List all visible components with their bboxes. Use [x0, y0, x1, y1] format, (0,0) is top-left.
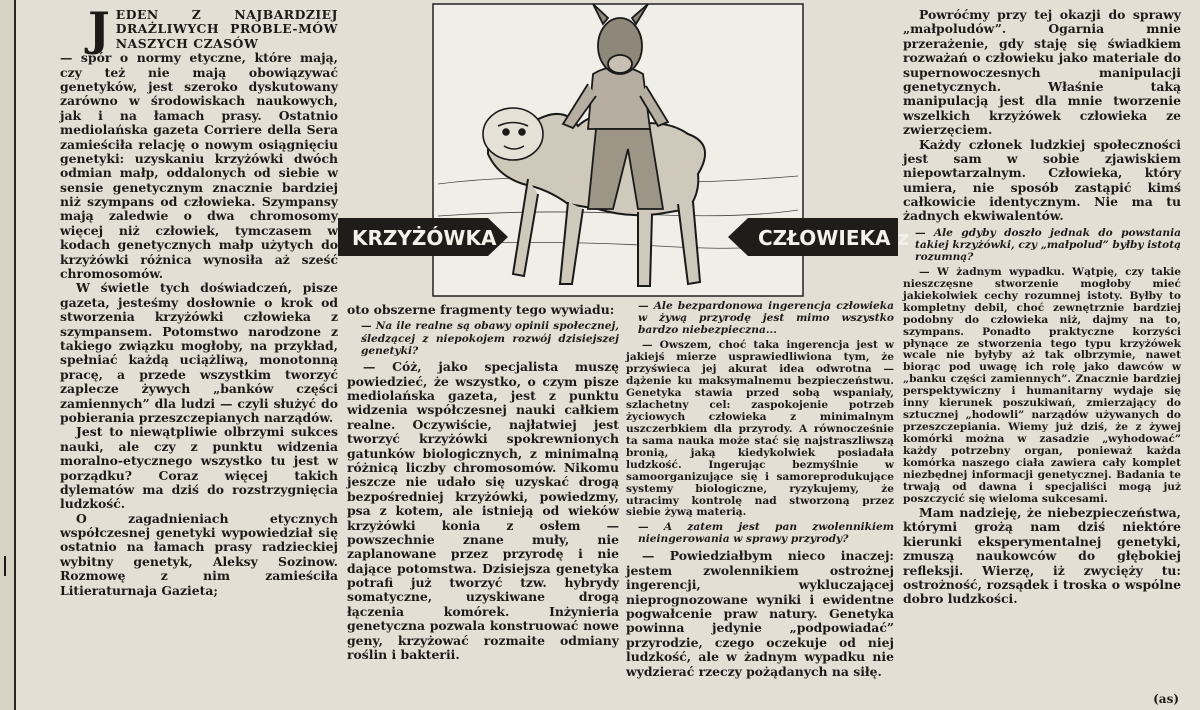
paragraph: W świetle tych doświadczeń, pisze gazeta, jesteśmy dosłownie o krok od stworzenia krzyżówki człowieka z szympansem. Potomstwo narodzone z takiego związku mogłoby, na przykład, spełniać każdą uciążliwą, monotonną pracę, a przede wszystkim tworzyć zaplecze żywych „banków części zamiennych” dla ludzi — czyli służyć do pobierania przeszczepianych narządów. — [60, 280, 338, 425]
author-signature: (as) — [1153, 692, 1179, 706]
interview-answer: — W żadnym wypadku. Wątpię, czy takie nieszczęsne stworzenie mogłoby mieć jakiekolwiek cechy rozumnej istoty. Byłby to kompletny debil, choć zewnętrznie bardziej podobny do człowieka niż, dajmy na to, szympans. Ponadto praktyczne korzyści płynące ze stworzenia tego typu krzyżówek wcale nie byłyby aż tak olbrzymie, nawet biorąc pod uwagę ich rolę jako dawców w „banku części zamiennych”. Znacznie bardziej perspektywiczny i humanitarny wydaje się inny kierunek poszukiwań, zmierzający do sztucznej „hodowli” narządów używanych do przeszczepiania. Wiemy już dziś, że z żywej komórki można w zasadzie „wyhodować” każdy potrzebny organ, ponieważ każda komórka naszego ciała zawiera cały komplet niezbędnej informacji genetycznej. Badania te trwają od dawna i specjaliści mogą już poszczycić się wieloma sukcesami. — [903, 265, 1181, 506]
donkey-rider-illustration — [338, 4, 939, 300]
paragraph: — spór o normy etyczne, które mają, czy też nie mają obowiązywać genetyków, jest szeroko dyskutowany zarówno w środowiskach naukowych, jak i na łamach prasy. Ostatnio mediolańska gazeta Corriere della Sera zamieściła relację o nowym osiągnięciu genetyki: uzyskaniu krzyżówki dwóch odmian małp, oddalonych od siebie w sensie genetycznym znacznie bardziej niż szympans od człowieka. Szympansy mają zaledwie o dwa chromosomy więcej niż człowiek, tymczasem w kodach genetycznych małp użytych do krzyżówki różnica wynosiła aż sześć chromosomów. — [60, 50, 338, 282]
interview-question: — Ale gdyby doszło jednak do powstania takiej krzyżówki, czy „małpolud” byłby istotą rozumną? — [915, 226, 1181, 264]
interview-answer: — Cóż, jako specjalista muszę powiedzieć, że wszystko, o czym pisze mediolańska gazeta, jest z punktu widzenia współczesnej nauki całkiem realne. Oczywiście, najłatwiej jest tworzyć krzyżówki spokrewnionych gatunków biologicznych, z minimalną różnicą liczby chromosomów. Nikomu jeszcze nie udało się uzyskać drogą bezpośredniej krzyżówki, powiedzmy, psa z kotem, ale istnieją od wieków krzyżówki konia z osłem — powszechnie znane muły, nie zaplanowane przez przyrodę i nie dające potomstwa. Dzisiejsza genetyka potrafi już tworzyć tzw. hybrydy somatyczne, uzyskiwane drogą łączenia komórek. Inżynieria genetyczna pozwala konstruować nowe geny, krzyżować rozmaite odmiany roślin i bakterii. — [347, 359, 619, 663]
interview-question: — Na ile realne są obawy opinii społecznej, śledzącej z niepokojem rozwój dzisiejszej genetyki? — [361, 320, 619, 357]
paragraph: Każdy członek ludzkiej społeczności jest sam w sobie zjawiskiem niepowtarzalnym. Człowieka, który umiera, nie sposób zastąpić kimś całkowicie identycznym. Nie ma tu żadnych ekwiwalentów. — [903, 136, 1181, 224]
lead-headline: EDEN Z NAJBARDZIEJ DRAŻLIWYCH PROBLE-MÓW NASZYCH CZASÓW — [115, 7, 338, 51]
paragraph: Mam nadzieję, że niebezpieczeństwa, którymi grożą nam dziś niektóre kierunki eksperymentalnej genetyki, zmuszą naukowców do głębokiej refleksji. Wierzę, iż zwycięży tu: ostrożność, rozsądek i troska o wspólne dobro ludzkości. — [903, 505, 1181, 607]
column-rule — [14, 0, 16, 710]
interview-question: — A zatem jest pan zwolennikiem nieingerowania w sprawy przyrody? — [638, 521, 894, 546]
margin-mark — [4, 556, 6, 576]
lead-block — [60, 2, 338, 56]
interview-question: — Ale bezpardonowa ingerencja człowieka w żywą przyrodę jest mimo wszystko bardzo niebezpieczna... — [638, 300, 894, 336]
banner-left-text: KRZYŻÓWKA — [352, 226, 497, 250]
paragraph: O zagadnieniach etycznych współczesnej genetyki wypowiedział się ostatnio na łamach prasy radzieckiej wybitny genetyk, Aleksy Sozinow. Rozmowę z nim zamieściła Litieraturnaja Gazieta; — [60, 510, 338, 598]
article-column-4 — [626, 298, 894, 679]
interview-answer: — Owszem, choć taka ingerencja jest w jakiejś mierze usprawiedliwiona tym, że przyświeca jej akurat idea odwrotna — dążenie ku maksymalnemu bezpieczeństwu. Genetyka stawia przed sobą wspaniały, szlachetny cel: zaspokojenie potrzeb życiowych człowieka z minimalnym uszczerbkiem dla przyrody. A równocześnie ta sama nauka może stać się najstraszliwszą bronią, jaką kiedykolwiek posiadała ludzkość. Ingerując bezmyślnie w samoorganizujące się i samoreprodukujące systemy biologiczne, ryzykujemy, że utracimy kontrolę nad stworzoną przez siebie żywą materią. — [626, 338, 894, 519]
paragraph: Powróćmy przy tej okazji do sprawy „małpoludów”. Ogarnia mnie przerażenie, gdy staję się świadkiem rozważań o człowieku jako materiale do supernowoczesnych manipulacji genetycznych. Właśnie taką manipulacją jest dla mnie tworzenie wszelkich krzyżówek człowieka ze zwierzęciem. — [903, 7, 1181, 138]
paragraph: oto obszerne fragmenty tego wywiadu: — [347, 302, 615, 317]
interview-answer: — Powiedziałbym nieco inaczej: jestem zwolennikiem ostrożnej ingerencji, wykluczającej nieprognozowane wyniki i ewidentne pogwałcenie praw natury. Genetyka powinna jedynie „podpowiadać” przyrodzie, czego oczekuje od niej ludzkość, ale w żadnym wypadku nie wydzierać rzeczy pożądanych na siłę. — [626, 548, 894, 679]
drop-cap: J — [88, 2, 110, 56]
article-column-3 — [347, 303, 619, 662]
article-column-5 — [903, 8, 1181, 607]
paragraph: Jest to niewątpliwie olbrzymi sukces nauki, ale czy z punktu widzenia moralno-etycznego wszystko tu jest w porządku? Coraz więcej takich dylematów ma dziś do rozstrzygnięcia ludzkość. — [60, 424, 338, 512]
article-column-1 — [60, 2, 338, 598]
banner-right-text: CZŁOWIEKA z ... — [758, 226, 939, 250]
page-edge — [0, 0, 14, 710]
